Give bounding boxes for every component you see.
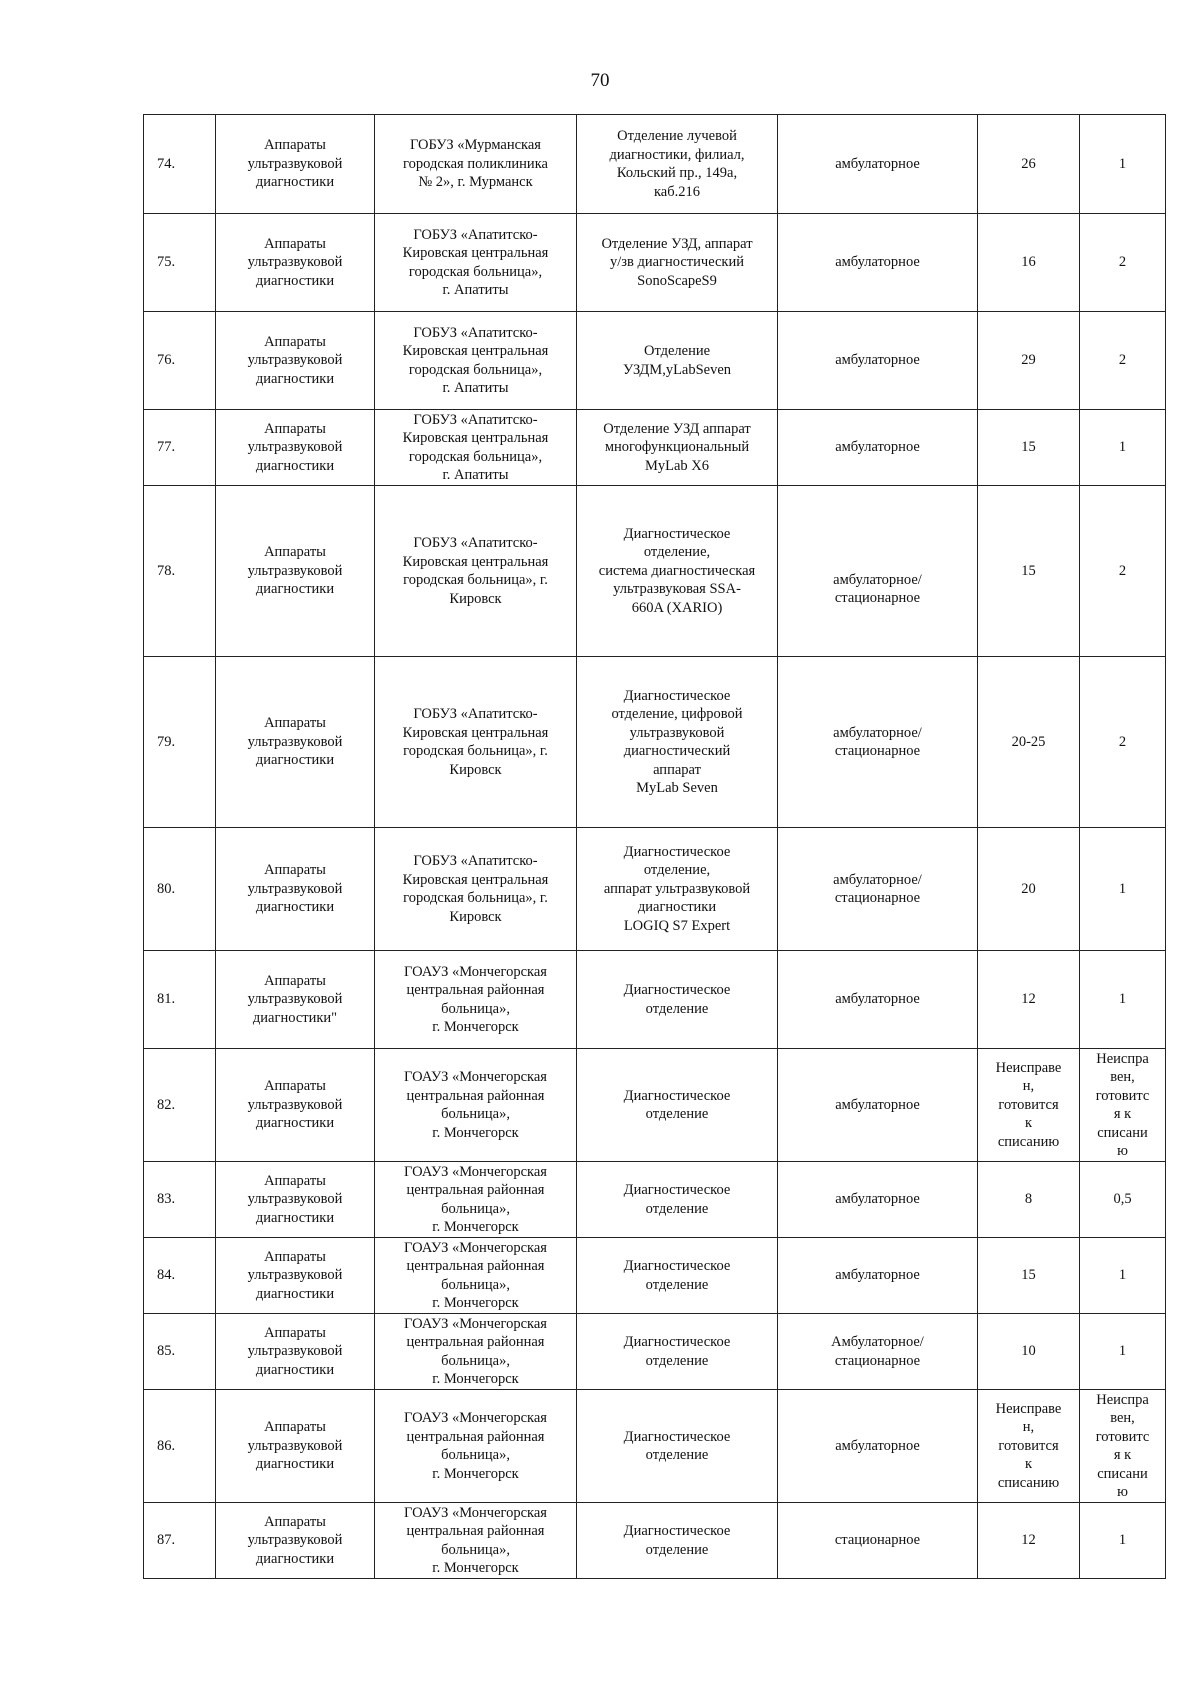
value2-cell: 1 [1080, 410, 1166, 486]
organization-cell: ГОБУЗ «Апатитско- Кировская центральная городская больница», г. Кировск [375, 486, 577, 657]
care-type-cell: амбулаторное [778, 312, 978, 410]
organization-cell: ГОАУЗ «Мончегорская центральная районная больница», г. Мончегорск [375, 1390, 577, 1503]
table-row [144, 1162, 1166, 1238]
care-type-cell: амбулаторное [778, 951, 978, 1049]
table-row [144, 1049, 1166, 1162]
organization-cell: ГОБУЗ «Мурманская городская поликлиника № 2», г. Мурманск [375, 115, 577, 214]
value1-cell: 20 [978, 828, 1080, 951]
organization-cell: ГОАУЗ «Мончегорская центральная районная больница», г. Мончегорск [375, 1238, 577, 1314]
table-row [144, 1503, 1166, 1579]
care-type-cell: амбулаторное [778, 1238, 978, 1314]
value2-cell: Неиспра вен, готовитс я к списани ю [1080, 1049, 1166, 1162]
equipment-cell: Аппараты ультразвуковой диагностики [216, 410, 375, 486]
row-number: 79. [144, 657, 216, 828]
department-cell: Диагностическое отделение [577, 1238, 778, 1314]
equipment-cell: Аппараты ультразвуковой диагностики [216, 1390, 375, 1503]
value2-cell: 1 [1080, 115, 1166, 214]
row-number: 74. [144, 115, 216, 214]
table-row [144, 1238, 1166, 1314]
value1-cell: 15 [978, 1238, 1080, 1314]
equipment-cell: Аппараты ультразвуковой диагностики [216, 312, 375, 410]
value2-cell: 2 [1080, 657, 1166, 828]
care-type-cell: амбулаторное [778, 1390, 978, 1503]
organization-cell: ГОАУЗ «Мончегорская центральная районная больница», г. Мончегорск [375, 951, 577, 1049]
equipment-cell: Аппараты ультразвуковой диагностики [216, 1314, 375, 1390]
department-cell: Диагностическое отделение [577, 1390, 778, 1503]
value1-cell: 16 [978, 214, 1080, 312]
row-number: 82. [144, 1049, 216, 1162]
value1-cell: 8 [978, 1162, 1080, 1238]
row-number: 78. [144, 486, 216, 657]
equipment-cell: Аппараты ультразвуковой диагностики [216, 657, 375, 828]
row-number: 76. [144, 312, 216, 410]
equipment-cell: Аппараты ультразвуковой диагностики [216, 1162, 375, 1238]
equipment-table [143, 114, 1166, 1579]
organization-cell: ГОБУЗ «Апатитско- Кировская центральная городская больница», г. Кировск [375, 657, 577, 828]
department-cell: Отделение лучевой диагностики, филиал, Кольский пр., 149а, каб.216 [577, 115, 778, 214]
care-type-cell: амбулаторное [778, 1162, 978, 1238]
equipment-cell: Аппараты ультразвуковой диагностики" [216, 951, 375, 1049]
value1-cell: 15 [978, 486, 1080, 657]
row-number: 75. [144, 214, 216, 312]
table-row [144, 486, 1166, 657]
table-row [144, 1390, 1166, 1503]
value2-cell: 1 [1080, 828, 1166, 951]
value1-cell: 12 [978, 1503, 1080, 1579]
value1-cell: 26 [978, 115, 1080, 214]
table-row [144, 1314, 1166, 1390]
department-cell: Диагностическое отделение [577, 1314, 778, 1390]
department-cell: Отделение УЗДМ,yLabSeven [577, 312, 778, 410]
table-row [144, 410, 1166, 486]
organization-cell: ГОАУЗ «Мончегорская центральная районная больница», г. Мончегорск [375, 1162, 577, 1238]
department-cell: Диагностическое отделение [577, 1503, 778, 1579]
value1-cell: 15 [978, 410, 1080, 486]
row-number: 83. [144, 1162, 216, 1238]
value1-cell: Неисправе н, готовится к списанию [978, 1049, 1080, 1162]
care-type-cell: амбулаторное/ стационарное [778, 657, 978, 828]
table-row [144, 115, 1166, 214]
department-cell: Отделение УЗД, аппарат у/зв диагностический SonoScapeS9 [577, 214, 778, 312]
care-type-cell: Амбулаторное/ стационарное [778, 1314, 978, 1390]
value1-cell: 20-25 [978, 657, 1080, 828]
department-cell: Диагностическое отделение, аппарат ультразвуковой диагностики LOGIQ S7 Expert [577, 828, 778, 951]
table-row [144, 657, 1166, 828]
value2-cell: 2 [1080, 214, 1166, 312]
table-row [144, 214, 1166, 312]
table-row [144, 828, 1166, 951]
row-number: 85. [144, 1314, 216, 1390]
organization-cell: ГОБУЗ «Апатитско- Кировская центральная городская больница», г. Апатиты [375, 410, 577, 486]
equipment-cell: Аппараты ультразвуковой диагностики [216, 1238, 375, 1314]
value2-cell: 2 [1080, 312, 1166, 410]
department-cell: Диагностическое отделение, цифровой ультразвуковой диагностический аппарат MyLab Seven [577, 657, 778, 828]
equipment-cell: Аппараты ультразвуковой диагностики [216, 828, 375, 951]
row-number: 81. [144, 951, 216, 1049]
row-number: 87. [144, 1503, 216, 1579]
value2-cell: 1 [1080, 1503, 1166, 1579]
care-type-cell: амбулаторное [778, 115, 978, 214]
care-type-cell: амбулаторное/ стационарное [778, 828, 978, 951]
value2-cell: 1 [1080, 1314, 1166, 1390]
equipment-cell: Аппараты ультразвуковой диагностики [216, 1049, 375, 1162]
row-number: 80. [144, 828, 216, 951]
value1-cell: 10 [978, 1314, 1080, 1390]
organization-cell: ГОБУЗ «Апатитско- Кировская центральная городская больница», г. Кировск [375, 828, 577, 951]
table-row [144, 951, 1166, 1049]
value1-cell: 12 [978, 951, 1080, 1049]
value2-cell: 1 [1080, 1238, 1166, 1314]
care-type-cell: амбулаторное/ стационарное [778, 486, 978, 657]
value1-cell: Неисправе н, готовится к списанию [978, 1390, 1080, 1503]
care-type-cell: амбулаторное [778, 214, 978, 312]
department-cell: Отделение УЗД аппарат многофункциональный MyLab X6 [577, 410, 778, 486]
care-type-cell: амбулаторное [778, 410, 978, 486]
organization-cell: ГОАУЗ «Мончегорская центральная районная больница», г. Мончегорск [375, 1503, 577, 1579]
table-row [144, 312, 1166, 410]
value2-cell: Неиспра вен, готовитс я к списани ю [1080, 1390, 1166, 1503]
organization-cell: ГОБУЗ «Апатитско- Кировская центральная городская больница», г. Апатиты [375, 312, 577, 410]
equipment-cell: Аппараты ультразвуковой диагностики [216, 214, 375, 312]
equipment-cell: Аппараты ультразвуковой диагностики [216, 115, 375, 214]
value1-cell: 29 [978, 312, 1080, 410]
value2-cell: 2 [1080, 486, 1166, 657]
page-number: 70 [590, 70, 610, 91]
value2-cell: 0,5 [1080, 1162, 1166, 1238]
organization-cell: ГОАУЗ «Мончегорская центральная районная больница», г. Мончегорск [375, 1049, 577, 1162]
organization-cell: ГОАУЗ «Мончегорская центральная районная больница», г. Мончегорск [375, 1314, 577, 1390]
care-type-cell: амбулаторное [778, 1049, 978, 1162]
department-cell: Диагностическое отделение [577, 1049, 778, 1162]
row-number: 84. [144, 1238, 216, 1314]
care-type-cell: стационарное [778, 1503, 978, 1579]
department-cell: Диагностическое отделение [577, 951, 778, 1049]
value2-cell: 1 [1080, 951, 1166, 1049]
row-number: 77. [144, 410, 216, 486]
organization-cell: ГОБУЗ «Апатитско- Кировская центральная городская больница», г. Апатиты [375, 214, 577, 312]
department-cell: Диагностическое отделение, система диагностическая ультразвуковая SSA- 660A (XARIO) [577, 486, 778, 657]
row-number: 86. [144, 1390, 216, 1503]
equipment-cell: Аппараты ультразвуковой диагностики [216, 1503, 375, 1579]
department-cell: Диагностическое отделение [577, 1162, 778, 1238]
equipment-cell: Аппараты ультразвуковой диагностики [216, 486, 375, 657]
